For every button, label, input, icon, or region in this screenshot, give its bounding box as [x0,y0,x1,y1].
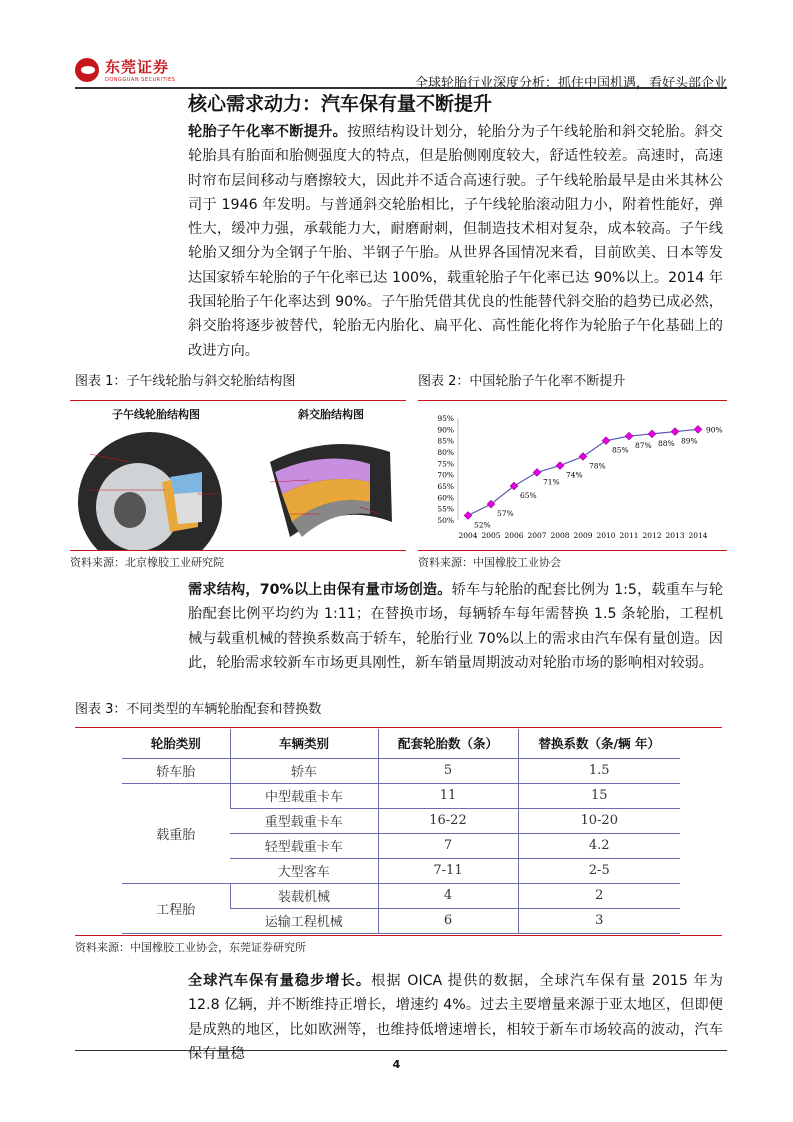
data-point [694,425,702,433]
data-label: 57% [497,509,514,519]
data-point [556,462,564,470]
y-tick-label: 80% [437,448,454,457]
figure2-source: 资料来源：中国橡胶工业协会 [418,556,561,569]
x-tick-label: 2011 [619,531,639,540]
y-tick-label: 50% [437,516,454,525]
col-header: 轮胎类别 [122,729,230,758]
para-lead: 需求结构，70%以上由保有量市场创造。 [188,582,452,598]
x-tick-label: 2006 [504,531,524,540]
fig2-bottom-rule [418,550,727,551]
data-label: 65% [520,491,537,500]
oe-tires-cell: 11 [378,783,518,808]
y-tick-label: 90% [437,425,454,435]
logo-cn: 东莞证券 [105,58,170,76]
y-tick-label: 60% [437,493,454,503]
oe-tires-cell: 6 [378,908,518,933]
x-tick-label: 2013 [665,531,685,540]
figure1-source: 资料来源：北京橡胶工业研究院 [70,556,224,569]
data-label: 88% [658,438,675,448]
tire-replacement-table [122,729,680,934]
vehicle-type-cell: 中型载重卡车 [230,783,378,808]
figure1-caption: 图表 1：子午线轮胎与斜交轮胎结构图 [75,374,296,389]
data-point [602,437,610,445]
fig1-top-rule [70,400,406,401]
tire-type-cell: 载重胎 [122,783,230,883]
x-tick-label: 2008 [550,531,570,540]
chart-plot [437,414,722,540]
tire-type-cell: 轿车胎 [122,758,230,783]
x-tick-label: 2004 [458,531,478,540]
tire-structure-figure [70,402,406,550]
x-tick-label: 2010 [596,531,616,540]
figure3-source: 资料来源：中国橡胶工业协会，东莞证券研究所 [75,941,306,954]
data-label: 52% [474,520,491,530]
vehicle-type-cell: 轿车 [230,758,378,783]
logo-mark-icon [75,58,99,82]
data-point [648,430,656,438]
y-tick-label: 95% [437,414,454,423]
replacement-cell: 4.2 [518,833,680,858]
page-number: 4 [392,1058,401,1071]
section-title: 核心需求动力：汽车保有量不断提升 [188,93,493,115]
col-header: 车辆类别 [230,729,378,758]
data-point [671,428,679,436]
figure2-caption: 图表 2：中国轮胎子午化率不断提升 [418,374,626,389]
fig3-bottom-rule [75,935,722,936]
table-row [122,758,680,783]
para-lead: 轮胎子午化率不断提升。 [188,124,348,140]
radial-diagram-title: 子午线轮胎结构图 [112,408,200,421]
x-tick-label: 2012 [642,531,662,540]
x-tick-label: 2014 [688,531,708,540]
bias-tire-image [270,444,392,537]
data-label: 87% [635,441,652,451]
vehicle-type-cell: 装载机械 [230,883,378,908]
tire-type-cell: 工程胎 [122,883,230,933]
fig2-top-rule [418,400,727,401]
bias-diagram-title: 斜交胎结构图 [298,408,364,421]
x-tick-label: 2007 [527,531,547,540]
paragraph-radial [188,120,723,363]
x-tick-label: 2009 [573,531,593,540]
oe-tires-cell: 4 [378,883,518,908]
para-text: 根据 OICA 提供的数据，全球汽车保有量 2015 年为 12.8 亿辆，并不断维持正增长，增速约 4%。过去主要增量来源于亚太地区，但即便是成熟的地区，比如欧洲等，也维持低增速增长，相较于新车市场较高的波动，汽车保有量稳 [188,973,723,1062]
y-tick-label: 55% [437,504,454,514]
company-logo [75,56,175,83]
oe-tires-cell: 5 [378,758,518,783]
data-label: 74% [566,470,583,480]
para-text: 按照结构设计划分，轮胎分为子午线轮胎和斜交轮胎。斜交轮胎具有胎面和胎侧强度大的特点，但是胎侧刚度较大，舒适性较差。高速时，高速时帘布层间移动与磨擦较大，因此并不适合高速行驶。子午线轮胎最早是由米其林公司于 1946 年发明。与普通斜交轮胎相比，子午线轮胎滚动阻力小，附着性能好，弹性大，缓冲力强，承载能力大，耐磨耐刺，但制造技术相对复杂，成本较高。子午线轮胎又细分为全钢子午胎、半钢子午胎。从世界各国情况来看，目前欧美、日本等发达国家轿车轮胎的子午化率已达 100%，载重轮胎子午化率已达 90%以上。2014 年我国轮胎子午化率达到 90%。子午胎凭借其优良的性能替代斜交胎的趋势已成必然，斜交胎将逐步被替代，轮胎无内胎化、扁平化、高性能化将作为轮胎子午化基础上的改进方向。 [188,124,723,359]
radial-tire-image [78,432,222,550]
data-point [625,432,633,440]
paragraph-global-ownership [188,969,723,1066]
y-tick-label: 85% [437,436,454,446]
report-title: 全球轮胎行业深度分析：抓住中国机遇，看好头部企业 [414,76,727,91]
data-label: 78% [589,461,606,471]
para-lead: 全球汽车保有量稳步增长。 [188,973,372,989]
replacement-cell: 15 [518,783,680,808]
table-row [122,783,680,808]
y-tick-label: 70% [437,470,454,480]
logo-en: DONGGUAN SECURITIES [105,77,176,83]
fig3-top-rule [75,727,722,728]
fig1-bottom-rule [70,550,406,551]
figure3-caption: 图表 3：不同类型的车辆轮胎配套和替换数 [75,702,322,717]
data-label: 90% [706,425,723,435]
paragraph-demand-structure [188,578,723,675]
oe-tires-cell: 7-11 [378,858,518,883]
table-row [122,883,680,908]
y-tick-label: 75% [437,459,454,469]
data-label: 89% [681,436,698,446]
col-header: 配套轮胎数（条） [378,729,518,758]
data-point [533,468,541,476]
data-label: 71% [543,477,560,487]
data-point [579,453,587,461]
y-tick-label: 65% [437,482,454,491]
vehicle-type-cell: 运输工程机械 [230,908,378,933]
oe-tires-cell: 7 [378,833,518,858]
col-header: 替换系数（条/辆 年） [518,729,680,758]
x-tick-label: 2005 [481,531,501,540]
tire-illustration [70,402,406,550]
replacement-cell: 1.5 [518,758,680,783]
oe-tires-cell: 16-22 [378,808,518,833]
replacement-cell: 2 [518,883,680,908]
replacement-cell: 10-20 [518,808,680,833]
vehicle-type-cell: 轻型载重卡车 [230,833,378,858]
data-point [464,511,472,519]
radial-rate-chart [418,402,727,548]
replacement-cell: 2-5 [518,858,680,883]
vehicle-type-cell: 重型载重卡车 [230,808,378,833]
replacement-cell: 3 [518,908,680,933]
data-label: 85% [612,445,629,455]
para-text: 轿车与轮胎的配套比例为 1:5，载重车与轮胎配套比例平均约为 1:11；在替换市场，每辆轿车每年需替换 1.5 条轮胎，工程机械与载重机械的替换系数高于轿车，轮胎行业 70%以上的需求由汽车保有量创造。因此，轮胎需求较新车市场更具刚性，新车销量周期波动对轮胎市场的影响相对较弱。 [188,582,723,671]
footer-divider [75,1050,727,1051]
vehicle-type-cell: 大型客车 [230,858,378,883]
